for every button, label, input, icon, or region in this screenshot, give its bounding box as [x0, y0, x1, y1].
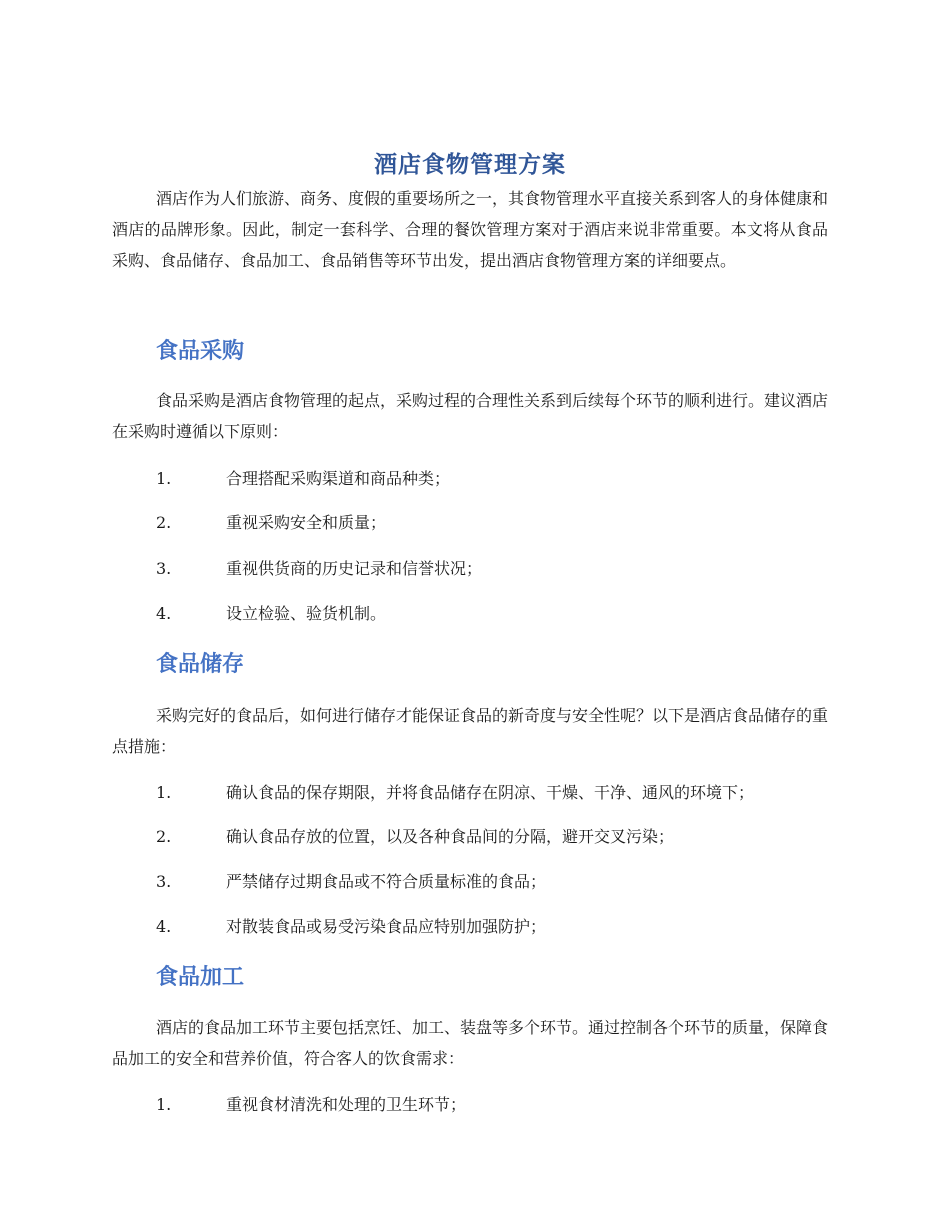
list-number: 1.	[156, 469, 172, 488]
section-paragraph-procurement: 食品采购是酒店食物管理的起点，采购过程的合理性关系到后续每个环节的顺利进行。建议酒店在采购时遵循以下原则：	[112, 391, 829, 441]
list-item	[156, 557, 836, 581]
list-item	[156, 511, 836, 535]
section-heading-processing: 食品加工	[156, 965, 245, 990]
list-item	[156, 467, 836, 491]
document-title: 酒店食物管理方案	[374, 152, 566, 178]
list-text: 重视供货商的历史记录和信誉状况；	[226, 559, 483, 578]
list-item	[156, 870, 836, 894]
list-text: 对散装食品或易受污染食品应特别加强防护；	[226, 917, 547, 936]
section-paragraph-processing: 酒店的食品加工环节主要包括烹饪、加工、装盘等多个环节。通过控制各个环节的质量，保障食品加工的安全和营养价值，符合客人的饮食需求：	[112, 1018, 829, 1068]
list-text: 合理搭配采购渠道和商品种类；	[226, 469, 451, 488]
list-number: 3.	[156, 559, 172, 578]
section-paragraph-storage: 采购完好的食品后，如何进行储存才能保证食品的新奇度与安全性呢？以下是酒店食品储存的重点措施：	[112, 706, 829, 756]
list-item	[156, 825, 836, 849]
list-item	[156, 602, 836, 626]
list-number: 2.	[156, 513, 172, 532]
list-item	[156, 781, 836, 805]
list-number: 1.	[156, 783, 172, 802]
list-text: 重视食材清洗和处理的卫生环节；	[226, 1095, 467, 1114]
list-item	[156, 1093, 836, 1117]
list-number: 3.	[156, 872, 172, 891]
list-number: 2.	[156, 827, 172, 846]
list-number: 4.	[156, 604, 172, 623]
list-text: 设立检验、验货机制。	[226, 604, 387, 623]
list-text: 严禁储存过期食品或不符合质量标准的食品；	[226, 872, 547, 891]
list-text: 确认食品的保存期限，并将食品储存在阴凉、干燥、干净、通风的环境下；	[226, 783, 755, 802]
list-item	[156, 915, 836, 939]
list-text: 确认食品存放的位置，以及各种食品间的分隔，避开交叉污染；	[226, 827, 675, 846]
list-number: 1.	[156, 1095, 172, 1114]
section-heading-procurement: 食品采购	[156, 339, 245, 364]
list-number: 4.	[156, 917, 172, 936]
section-heading-storage: 食品储存	[156, 652, 245, 677]
intro-paragraph: 酒店作为人们旅游、商务、度假的重要场所之一，其食物管理水平直接关系到客人的身体健康和酒店的品牌形象。因此，制定一套科学、合理的餐饮管理方案对于酒店来说非常重要。本文将从食品采购、食品储存、食品加工、食品销售等环节出发，提出酒店食物管理方案的详细要点。	[112, 189, 829, 270]
list-text: 重视采购安全和质量；	[226, 513, 387, 532]
